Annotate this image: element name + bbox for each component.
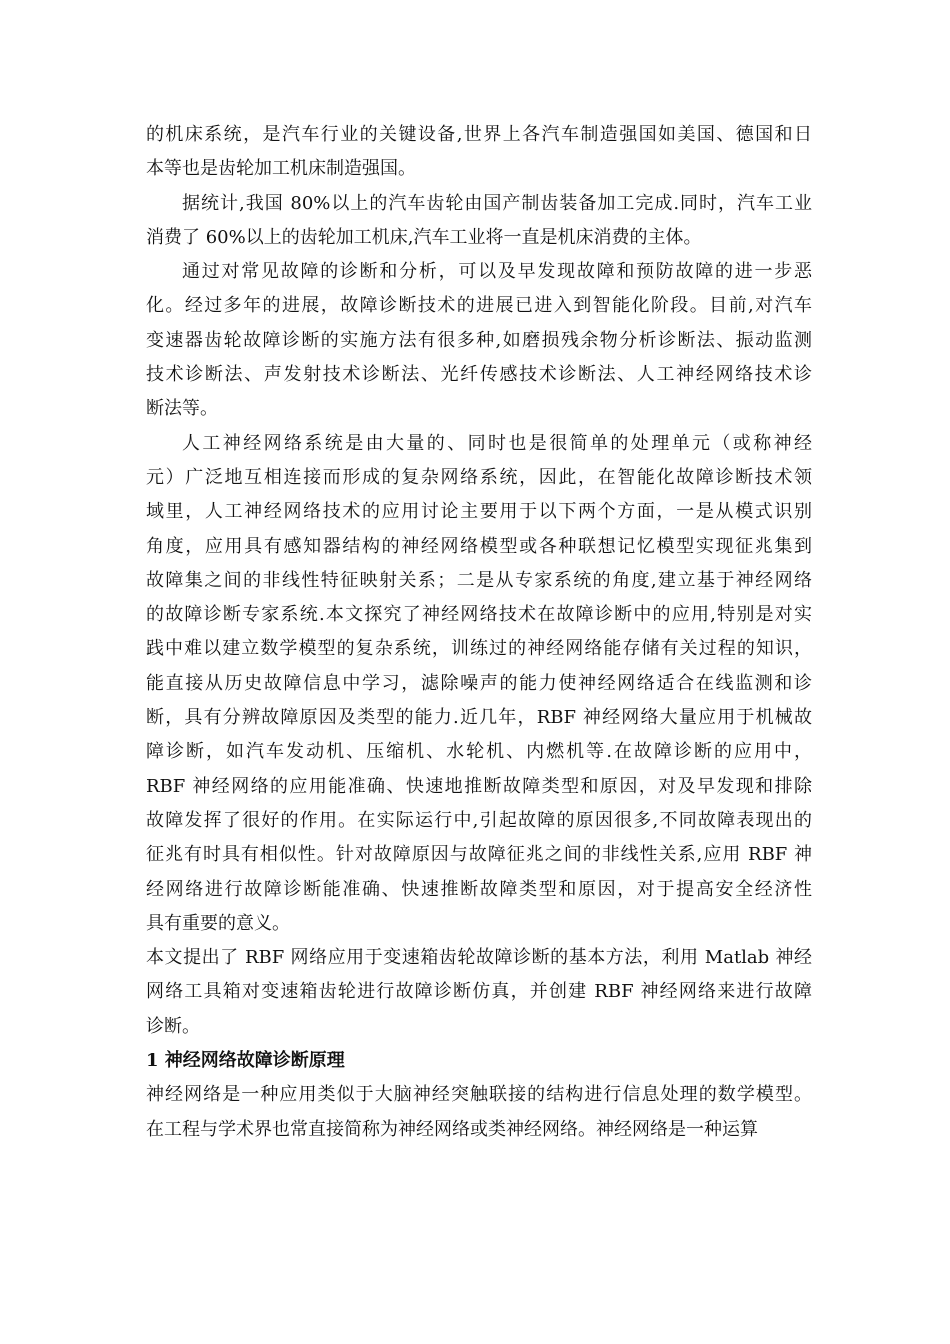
text-line: 诊断。 <box>146 1015 200 1037</box>
text-line: 消费了 60%以上的齿轮加工机床,汽车工业将一直是机床消费的主体。 <box>146 226 702 248</box>
paragraph-machine-tools <box>146 118 812 187</box>
text-line: 通过对常见故障的诊断和分析，可以及早发现故障和预防故障的进一步恶 <box>182 261 812 283</box>
text-line: 神经网络是一种应用类似于大脑神经突触联接的结构进行信息处理的数学模型。 <box>146 1084 812 1106</box>
text-line: 在工程与学术界也常直接简称为神经网络或类神经网络。神经网络是一种运算 <box>146 1118 758 1140</box>
text-line: 障诊断，如汽车发动机、压缩机、水轮机、内燃机等.在故障诊断的应用中， <box>146 741 812 763</box>
text-line: 变速器齿轮故障诊断的实施方法有很多种,如磨损残余物分析诊断法、振动监测 <box>146 329 812 351</box>
text-line: 据统计,我国 80%以上的汽车齿轮由国产制齿装备加工完成.同时，汽车工业 <box>182 192 812 214</box>
text-line: 断，具有分辨故障原因及类型的能力.近几年，RBF 神经网络大量应用于机械故 <box>146 707 812 729</box>
paragraph-statistics <box>146 187 812 256</box>
paragraph-neural-network-definition <box>146 1078 812 1147</box>
text-line: 故障发挥了很好的作用。在实际运行中,引起故障的原因很多,不同故障表现出的 <box>146 809 812 831</box>
text-line: 化。经过多年的进展，故障诊断技术的进展已进入到智能化阶段。目前,对汽车 <box>146 295 812 317</box>
text-line: 本文提出了 RBF 网络应用于变速箱齿轮故障诊断的基本方法，利用 Matlab 神经 <box>146 947 812 969</box>
text-line: 断法等。 <box>146 398 218 420</box>
paragraph-fault-diagnosis-methods <box>146 255 812 426</box>
text-line: 故障集之间的非线性特征映射关系；二是从专家系统的角度,建立基于神经网络 <box>146 569 812 591</box>
section-heading: 1 神经网络故障诊断原理 <box>146 1050 345 1072</box>
text-line: 元）广泛地互相连接而形成的复杂网络系统，因此，在智能化故障诊断技术领 <box>146 466 812 488</box>
text-line: 具有重要的意义。 <box>146 912 290 934</box>
text-line: 本等也是齿轮加工机床制造强国。 <box>146 158 416 180</box>
text-line: 网络工具箱对变速箱齿轮进行故障诊断仿真，并创建 RBF 神经网络来进行故障 <box>146 981 812 1003</box>
text-line: 技术诊断法、声发射技术诊断法、光纤传感技术诊断法、人工神经网络技术诊 <box>146 364 812 386</box>
text-line: 征兆有时具有相似性。针对故障原因与故障征兆之间的非线性关系,应用 RBF 神 <box>146 844 812 866</box>
text-line: 能直接从历史故障信息中学习，滤除噪声的能力使神经网络适合在线监测和诊 <box>146 672 812 694</box>
text-line: 人工神经网络系统是由大量的、同时也是很简单的处理单元（或称神经 <box>182 432 812 454</box>
text-line: 的机床系统，是汽车行业的关键设备,世界上各汽车制造强国如美国、德国和日 <box>146 124 812 145</box>
document-body <box>146 118 812 1147</box>
paragraph-neural-network-systems <box>146 427 812 941</box>
text-line: 经网络进行故障诊断能准确、快速推断故障类型和原因，对于提高安全经济性 <box>146 878 812 900</box>
text-line: 域里，人工神经网络技术的应用讨论主要用于以下两个方面，一是从模式识别 <box>146 501 812 523</box>
paragraph-paper-proposal <box>146 941 812 1044</box>
text-line: 角度，应用具有感知器结构的神经网络模型或各种联想记忆模型实现征兆集到 <box>146 535 812 557</box>
text-line: 的故障诊断专家系统.本文探究了神经网络技术在故障诊断中的应用,特别是对实 <box>146 604 812 626</box>
text-line: 践中难以建立数学模型的复杂系统，训练过的神经网络能存储有关过程的知识， <box>146 638 812 660</box>
text-line: RBF 神经网络的应用能准确、快速地推断故障类型和原因，对及早发现和排除 <box>146 775 812 797</box>
